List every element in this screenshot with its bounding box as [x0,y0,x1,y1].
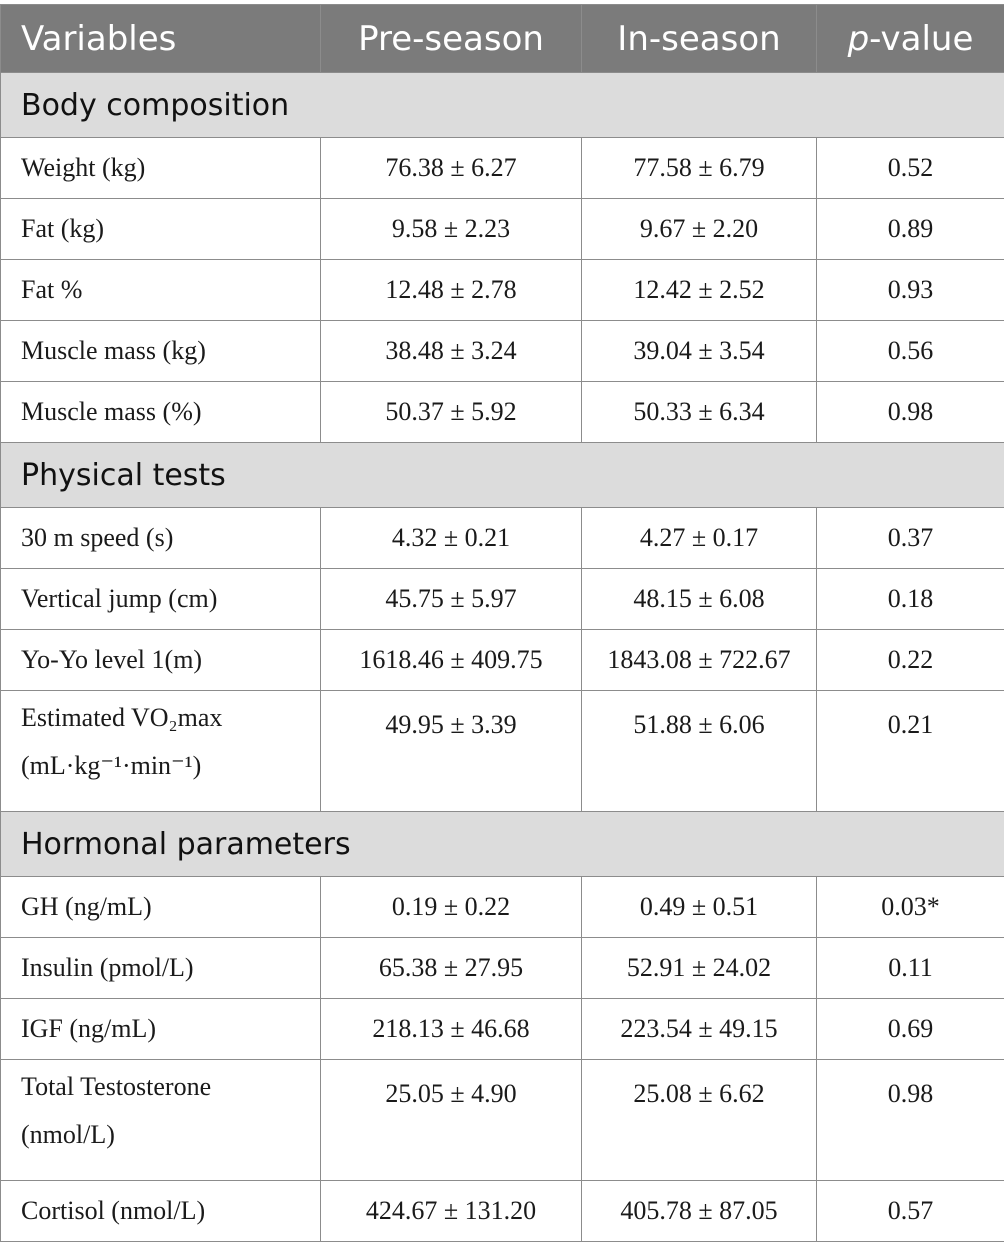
cell-pre-season: 0.19 ± 0.22 [321,877,582,938]
table-row [1,569,1004,630]
cell-p-value: 0.18 [817,569,1004,630]
cell-pre-season: 65.38 ± 27.95 [321,938,582,999]
cell-pre-season: 76.38 ± 6.27 [321,138,582,199]
table-row [1,382,1004,443]
cell-in-season: 405.78 ± 87.05 [582,1181,817,1242]
table-row [1,138,1004,199]
table-row [1,508,1004,569]
cell-in-season: 9.67 ± 2.20 [582,199,817,260]
header-p-italic: p [847,18,870,59]
cell-variable: Vertical jump (cm) [1,569,321,630]
cell-pre-season: 424.67 ± 131.20 [321,1181,582,1242]
table-row [1,877,1004,938]
cell-in-season: 50.33 ± 6.34 [582,382,817,443]
cell-pre-season: 45.75 ± 5.97 [321,569,582,630]
cell-in-season: 0.49 ± 0.51 [582,877,817,938]
cell-p-value: 0.98 [817,1060,1004,1181]
cell-variable [1,691,321,812]
cell-variable: Yo-Yo level 1(m) [1,630,321,691]
cell-p-value: 0.69 [817,999,1004,1060]
cell-in-season: 4.27 ± 0.17 [582,508,817,569]
cell-pre-season: 50.37 ± 5.92 [321,382,582,443]
cell-pre-season: 218.13 ± 46.68 [321,999,582,1060]
header-in-season: In-season [582,5,817,73]
table-row [1,260,1004,321]
cell-variable: Cortisol (nmol/L) [1,1181,321,1242]
cell-variable: 30 m speed (s) [1,508,321,569]
cell-p-value: 0.52 [817,138,1004,199]
results-table [0,4,1004,1242]
section-title: Physical tests [1,443,1004,508]
cell-p-value: 0.22 [817,630,1004,691]
cell-variable-line1: Total Testosterone [21,1072,212,1101]
cell-p-value: 0.57 [817,1181,1004,1242]
cell-in-season: 223.54 ± 49.15 [582,999,817,1060]
cell-in-season: 52.91 ± 24.02 [582,938,817,999]
cell-pre-season: 49.95 ± 3.39 [321,691,582,812]
cell-p-value: 0.21 [817,691,1004,812]
cell-p-value: 0.89 [817,199,1004,260]
cell-variable-line2: (nmol/L) [21,1120,115,1149]
cell-p-value: 0.03* [817,877,1004,938]
table-row [1,691,1004,812]
section-title: Hormonal parameters [1,812,1004,877]
cell-in-season: 1843.08 ± 722.67 [582,630,817,691]
table-row [1,199,1004,260]
cell-p-value: 0.37 [817,508,1004,569]
section-header [1,443,1004,508]
cell-in-season: 39.04 ± 3.54 [582,321,817,382]
cell-in-season: 77.58 ± 6.79 [582,138,817,199]
table-row [1,630,1004,691]
cell-in-season: 25.08 ± 6.62 [582,1060,817,1181]
cell-p-value: 0.56 [817,321,1004,382]
cell-in-season: 51.88 ± 6.06 [582,691,817,812]
cell-variable: Fat % [1,260,321,321]
section-title: Body composition [1,73,1004,138]
cell-variable: Muscle mass (kg) [1,321,321,382]
cell-pre-season: 4.32 ± 0.21 [321,508,582,569]
table-row [1,938,1004,999]
cell-variable: Insulin (pmol/L) [1,938,321,999]
table-row [1,1060,1004,1181]
cell-pre-season: 25.05 ± 4.90 [321,1060,582,1181]
cell-in-season: 48.15 ± 6.08 [582,569,817,630]
cell-variable: GH (ng/mL) [1,877,321,938]
table-row [1,1181,1004,1242]
cell-variable: Fat (kg) [1,199,321,260]
table-row [1,321,1004,382]
cell-variable: Muscle mass (%) [1,382,321,443]
cell-variable [1,1060,321,1181]
cell-variable-line1: Estimated VO₂max [21,703,223,732]
section-header [1,73,1004,138]
cell-p-value: 0.93 [817,260,1004,321]
cell-p-value: 0.98 [817,382,1004,443]
cell-p-value: 0.11 [817,938,1004,999]
cell-pre-season: 9.58 ± 2.23 [321,199,582,260]
header-p-rest: -value [869,18,974,59]
cell-variable: Weight (kg) [1,138,321,199]
cell-pre-season: 12.48 ± 2.78 [321,260,582,321]
header-pre-season: Pre-season [321,5,582,73]
cell-pre-season: 1618.46 ± 409.75 [321,630,582,691]
cell-in-season: 12.42 ± 2.52 [582,260,817,321]
cell-variable: IGF (ng/mL) [1,999,321,1060]
header-variables: Variables [1,5,321,73]
header-p-value [817,5,1004,73]
section-header [1,812,1004,877]
cell-pre-season: 38.48 ± 3.24 [321,321,582,382]
table-header [1,5,1004,73]
cell-variable-line2: (mL·kg⁻¹·min⁻¹) [21,751,202,780]
table-row [1,999,1004,1060]
